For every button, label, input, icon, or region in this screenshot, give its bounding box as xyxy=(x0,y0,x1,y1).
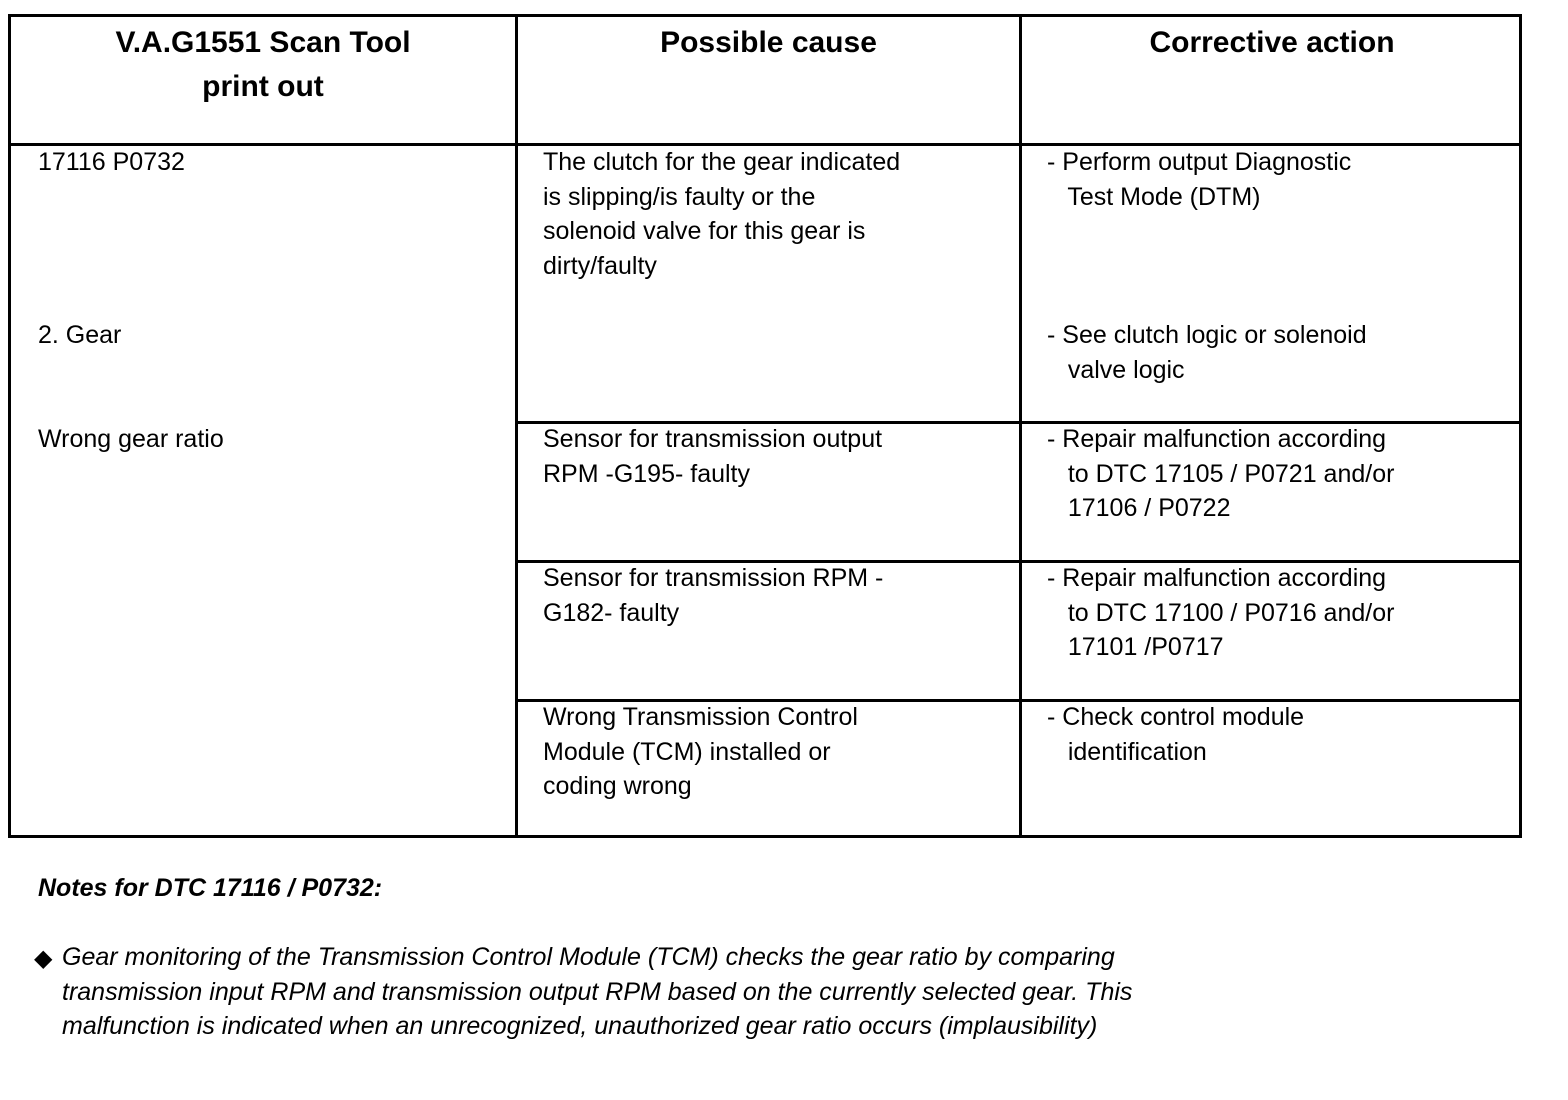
notes-title: Notes for DTC 17116 / P0732: xyxy=(38,874,383,902)
action-cell: - Check control module identification xyxy=(1047,703,1305,766)
column-divider xyxy=(515,17,518,835)
action-cell: - See clutch logic or solenoid valve logic xyxy=(1047,321,1367,384)
action-cell: - Repair malfunction according to DTC 17105 / P0721 and/or 17106 / P0722 xyxy=(1047,425,1395,523)
fault-description: Wrong gear ratio xyxy=(38,425,224,453)
header-corrective-action: Corrective action xyxy=(1149,26,1395,59)
column-divider xyxy=(1019,17,1022,835)
cause-cell: Sensor for transmission output RPM -G195- faulty xyxy=(543,425,883,488)
diamond-bullet-icon: ◆ xyxy=(34,945,53,972)
gear-label: 2. Gear xyxy=(38,321,122,349)
header-scan-tool: V.A.G1551 Scan Tool print out xyxy=(115,26,411,103)
note-text: Gear monitoring of the Transmission Control Module (TCM) checks the gear ratio by comparing transmission input RPM and transmission output RPM based on the currently selected gear. This malfunction is indicated when an unrecognized, unauthorized gear ratio occurs (implausibility) xyxy=(62,943,1133,1041)
cause-cell: Sensor for transmission RPM - G182- faulty xyxy=(543,564,884,627)
cause-cell: The clutch for the gear indicated is slipping/is faulty or the solenoid valve for this gear is dirty/faulty xyxy=(543,148,901,281)
diagnostic-table xyxy=(8,14,1522,838)
action-cell: - Perform output Diagnostic Test Mode (DTM) xyxy=(1047,148,1352,211)
cause-cell: Wrong Transmission Control Module (TCM) installed or coding wrong xyxy=(543,703,858,801)
action-cell: - Repair malfunction according to DTC 17100 / P0716 and/or 17101 /P0717 xyxy=(1047,564,1395,662)
header-possible-cause: Possible cause xyxy=(660,26,877,59)
dtc-code: 17116 P0732 xyxy=(38,148,185,176)
